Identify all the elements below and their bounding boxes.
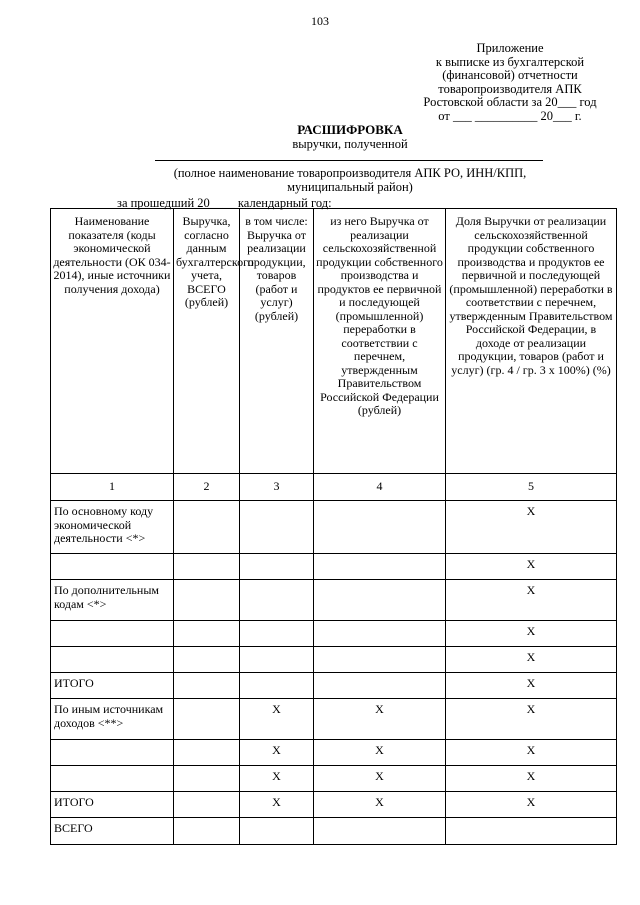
row-label-cell	[51, 554, 174, 580]
table-cell	[240, 554, 314, 580]
table-cell: X	[314, 792, 446, 818]
producer-caption-line: (полное наименование товаропроизводителя АПК РО, ИНН/КПП,	[173, 166, 527, 180]
row-label-cell: По основному коду экономической деятельности <*>	[51, 501, 174, 554]
table-cell: X	[446, 792, 617, 818]
appendix-line: (финансовой) отчетности	[442, 68, 578, 82]
table-cell	[174, 647, 240, 673]
table-cell	[314, 673, 446, 699]
producer-caption-line: муниципальный район)	[287, 180, 413, 194]
table-cell: X	[446, 554, 617, 580]
table-cell: X	[240, 740, 314, 766]
table-cell	[174, 766, 240, 792]
column-number-row	[51, 474, 617, 501]
column-header: Выручка, согласно данным бухгалтерского учета, ВСЕГО (рублей)	[174, 209, 240, 474]
table-cell	[174, 621, 240, 647]
column-header: в том числе: Выручка от реализации продукции, товаров (работ и услуг) (рублей)	[240, 209, 314, 474]
table-cell	[174, 673, 240, 699]
table-cell	[174, 554, 240, 580]
table-cell: X	[240, 766, 314, 792]
table-cell: X	[446, 580, 617, 621]
period-line: за прошедший 20____ календарный год:	[117, 196, 332, 210]
table-row	[51, 621, 617, 647]
table-row	[51, 554, 617, 580]
table-row	[51, 740, 617, 766]
table-row	[51, 766, 617, 792]
table-cell: X	[240, 699, 314, 740]
table-cell: X	[314, 699, 446, 740]
row-label-cell	[51, 647, 174, 673]
table-cell	[240, 580, 314, 621]
appendix-line: товаропроизводителя АПК	[438, 81, 582, 96]
column-number: 3	[240, 474, 314, 501]
table-cell	[240, 621, 314, 647]
table-row	[51, 792, 617, 818]
page-number: 103	[311, 14, 329, 28]
table-header-row	[51, 209, 617, 474]
table-cell	[240, 673, 314, 699]
table-cell	[240, 818, 314, 845]
table-cell	[240, 647, 314, 673]
table-cell	[174, 818, 240, 845]
appendix-line: Приложение	[476, 41, 544, 55]
column-header: Доля Выручки от реализации сельскохозяйственной продукции собственного производства и продуктов ее первичной и последующей (промышленной) переработки в соответствии с перечнем, утвержденным Правительством Российской Федерации, в доходе от реализации продукции, товаров (работ и услуг) (гр. 4 / гр. 3 x 100%) (%)	[446, 209, 617, 474]
table-cell	[174, 792, 240, 818]
column-number: 1	[51, 474, 174, 501]
table-row	[51, 818, 617, 845]
table-cell: X	[446, 766, 617, 792]
table-body	[51, 501, 617, 845]
revenue-table	[50, 208, 617, 845]
table-cell: X	[446, 621, 617, 647]
table-row	[51, 647, 617, 673]
appendix-line: Ростовской области за 20___ год	[423, 95, 597, 109]
table-cell	[240, 501, 314, 554]
row-label-cell	[51, 621, 174, 647]
column-number: 5	[446, 474, 617, 501]
document-title: РАСШИФРОВКА	[297, 122, 403, 137]
table-cell: X	[446, 673, 617, 699]
row-label-cell: По иным источникам доходов <**>	[51, 699, 174, 740]
row-label-cell: ИТОГО	[51, 792, 174, 818]
table-cell	[174, 699, 240, 740]
producer-caption	[155, 166, 545, 194]
document-subtitle: выручки, полученной	[292, 137, 408, 151]
table-cell	[446, 818, 617, 845]
row-label-cell: ВСЕГО	[51, 818, 174, 845]
table-cell: X	[314, 740, 446, 766]
table-row	[51, 699, 617, 740]
table-cell: X	[446, 501, 617, 554]
table-row	[51, 501, 617, 554]
table-cell	[174, 501, 240, 554]
table-cell: X	[314, 766, 446, 792]
table-cell	[314, 621, 446, 647]
table-cell: X	[446, 699, 617, 740]
row-label-cell: ИТОГО	[51, 673, 174, 699]
table-cell	[314, 647, 446, 673]
table-cell	[314, 580, 446, 621]
appendix-line: к выписке из бухгалтерской	[435, 54, 585, 69]
appendix-line: от ___ __________ 20___ г.	[438, 108, 582, 123]
table-cell	[174, 580, 240, 621]
column-header: Наименование показателя (коды экономической деятельности (ОК 034-2014), иные источники получения дохода)	[51, 209, 174, 474]
column-number: 2	[174, 474, 240, 501]
table-cell: X	[446, 740, 617, 766]
row-label-cell	[51, 740, 174, 766]
appendix-header	[400, 42, 620, 123]
column-header: из него Выручка от реализации сельскохозяйственной продукции собственного производства и продуктов ее первичной и последующей (промышленной) переработки в соответствии с перечнем, утвержденным Правительством Российской Федерации (рублей)	[314, 209, 446, 474]
table-cell: X	[240, 792, 314, 818]
table-cell	[314, 818, 446, 845]
table-row	[51, 580, 617, 621]
table-cell	[314, 554, 446, 580]
row-label-cell	[51, 766, 174, 792]
fill-in-line	[155, 160, 543, 161]
column-number: 4	[314, 474, 446, 501]
table-row	[51, 673, 617, 699]
row-label-cell: По дополнительным кодам <*>	[51, 580, 174, 621]
table-cell: X	[446, 647, 617, 673]
table-cell	[314, 501, 446, 554]
table-cell	[174, 740, 240, 766]
